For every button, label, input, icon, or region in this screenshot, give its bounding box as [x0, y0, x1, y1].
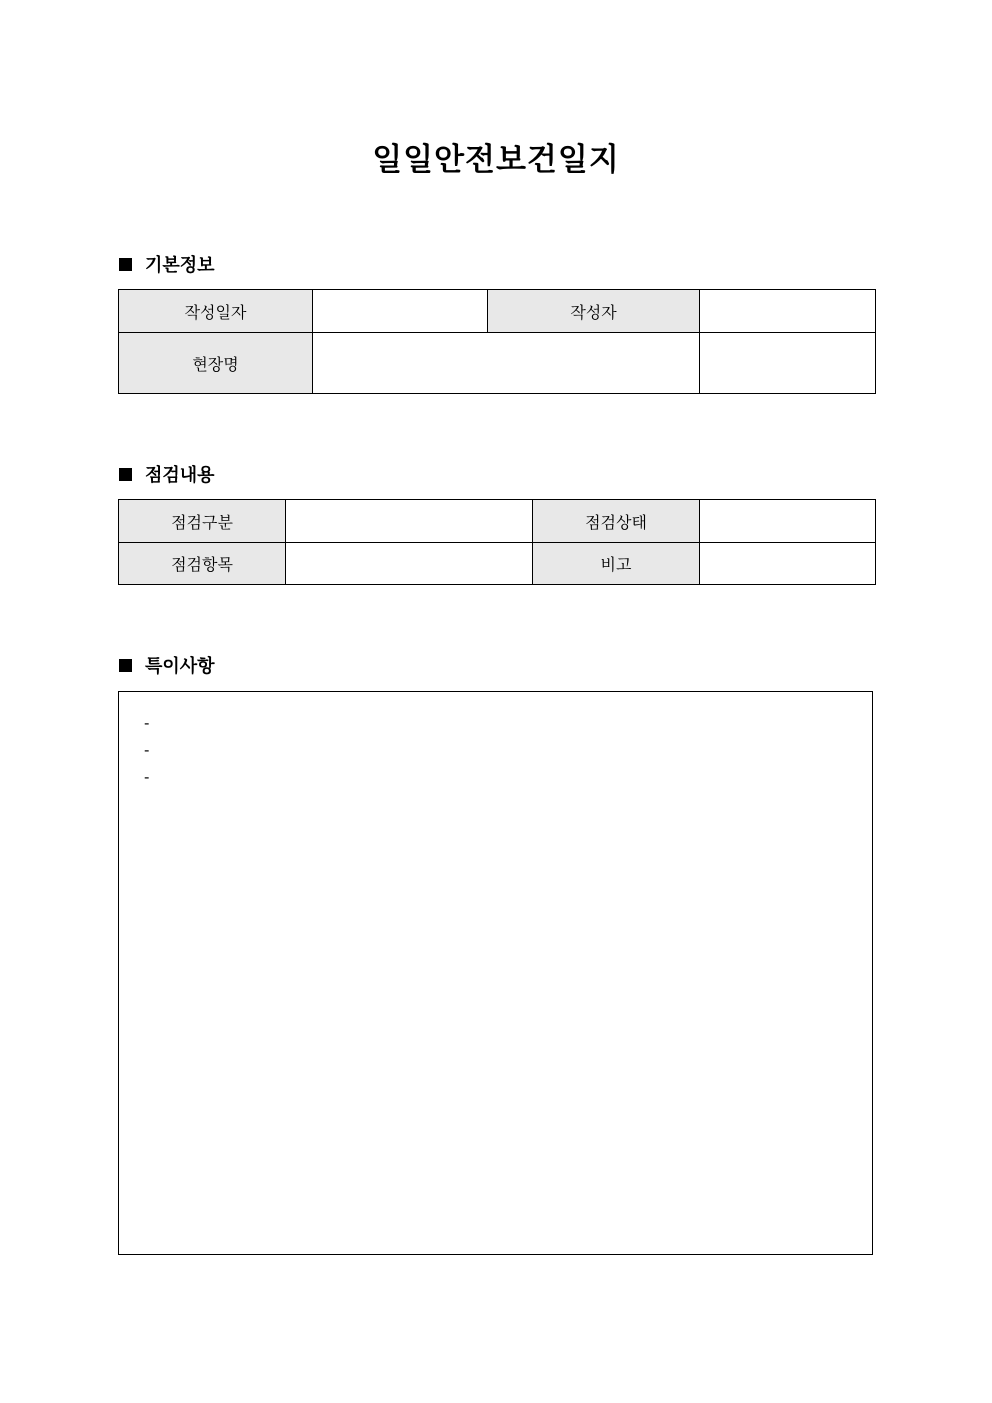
basic-info-heading — [119, 252, 215, 276]
document-title: 일일안전보건일지 — [372, 142, 620, 178]
remarks-field[interactable] — [700, 543, 876, 585]
inspection-heading-label: 점검내용 — [145, 465, 215, 486]
site-name-label: 현장명 — [119, 333, 313, 394]
basic-info-table — [118, 289, 876, 394]
notes-heading-label: 특이사항 — [145, 656, 215, 677]
notes-heading — [119, 653, 215, 677]
basic-info-heading-label: 기본정보 — [145, 255, 215, 276]
remarks-label: 비고 — [533, 543, 700, 585]
author-field[interactable] — [700, 290, 876, 333]
date-field[interactable] — [313, 290, 488, 333]
square-bullet-icon — [119, 258, 132, 271]
inspection-category-label: 점검구분 — [119, 500, 286, 543]
inspection-status-label: 점검상태 — [533, 500, 700, 543]
inspection-category-field[interactable] — [286, 500, 533, 543]
notes-box[interactable] — [118, 691, 873, 1255]
site-extra-field[interactable] — [700, 333, 876, 394]
note-item[interactable]: - — [144, 741, 150, 759]
inspection-item-label: 점검항목 — [119, 543, 286, 585]
inspection-status-field[interactable] — [700, 500, 876, 543]
inspection-table — [118, 499, 876, 585]
note-item[interactable]: - — [144, 714, 150, 732]
square-bullet-icon — [119, 659, 132, 672]
inspection-item-field[interactable] — [286, 543, 533, 585]
notes-list — [144, 710, 149, 791]
note-item[interactable]: - — [144, 768, 150, 786]
author-label: 작성자 — [488, 290, 700, 333]
inspection-heading — [119, 462, 215, 486]
date-label: 작성일자 — [119, 290, 313, 333]
square-bullet-icon — [119, 468, 132, 481]
site-name-field[interactable] — [313, 333, 700, 394]
